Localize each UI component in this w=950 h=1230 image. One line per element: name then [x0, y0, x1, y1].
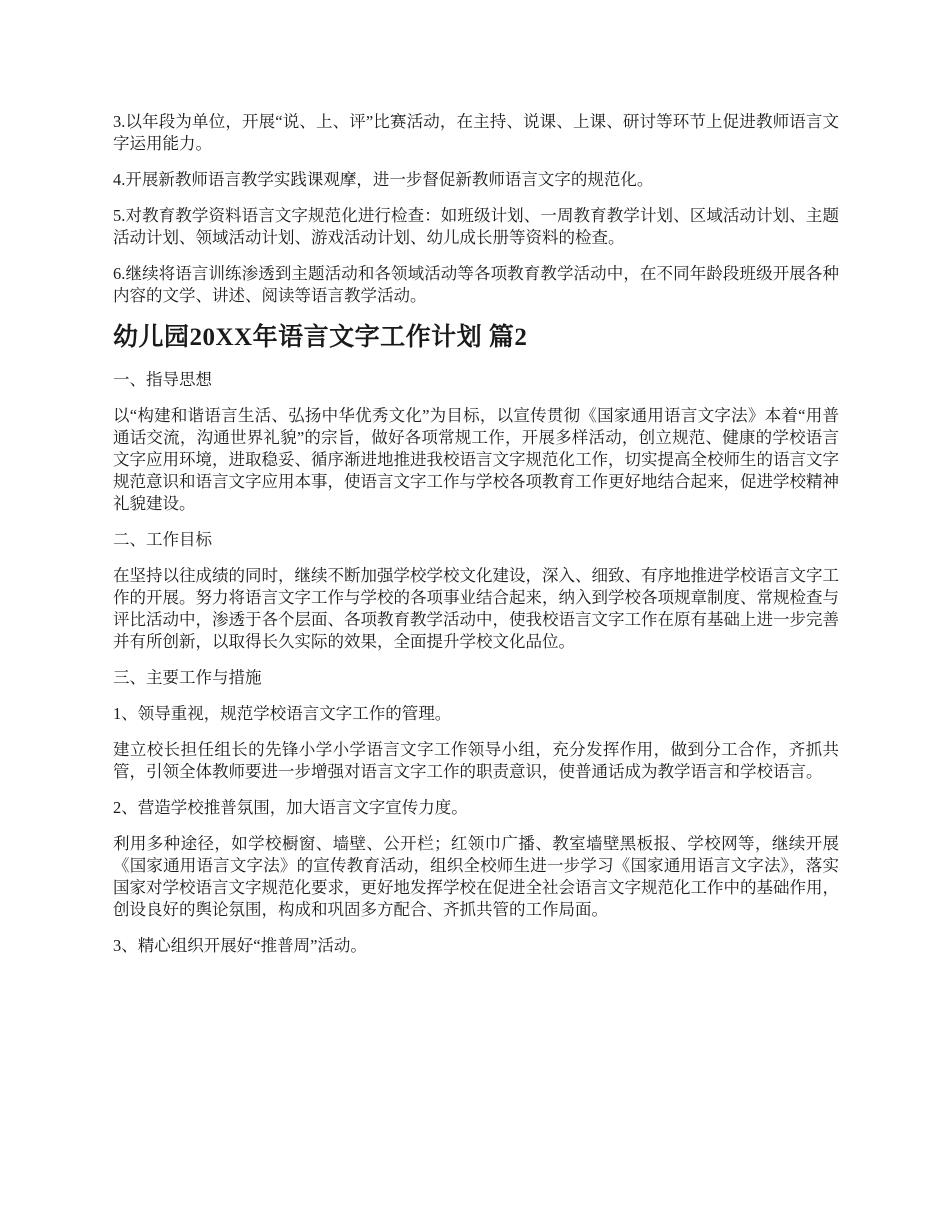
paragraph-guiding-ideology: 以“构建和谐语言生活、弘扬中华优秀文化”为目标，以宣传贯彻《国家通用语言文字法》本着“用普通话交流，沟通世界礼貌”的宗旨，做好各项常规工作，开展多样活动，创立规范、健康的学校语言文字应用环境，进取稳妥、循序渐进地推进我校语言文字规范化工作，切实提高全校师生的语言文字规范意识和语言文字应用本事，使语言文字工作与学校各项教育工作更好地结合起来，促进学校精神礼貌建设。	[113, 406, 839, 513]
subheading-guiding-ideology: 一、指导思想	[113, 370, 212, 389]
subheading-work-goals: 二、工作目标	[113, 530, 212, 549]
measure-1-body: 建立校长担任组长的先锋小学小学语言文字工作领导小组，充分发挥作用，做到分工合作，齐抓共管，引领全体教师要进一步增强对语言文字工作的职责意识，使普通话成为教学语言和学校语言。	[113, 740, 839, 781]
measure-1-title: 1、领导重视，规范学校语言文字工作的管理。	[113, 704, 452, 723]
measure-2-body: 利用多种途径，如学校橱窗、墙壁、公开栏；红领巾广播、教室墙壁黑板报、学校网等，继续开展《国家通用语言文字法》的宣传教育活动，组织全校师生进一步学习《国家通用语言文字法》，落实国家对学校语言文字规范化要求，更好地发挥学校在促进全社会语言文字规范化工作中的基础作用，创设良好的舆论氛围，构成和巩固多方配合、齐抓共管的工作局面。	[113, 834, 839, 919]
paragraph-item-6: 6.继续将语言训练渗透到主题活动和各领域活动等各项教育教学活动中，在不同年龄段班级开展各种内容的文学、讲述、阅读等语言教学活动。	[113, 264, 839, 305]
paragraph-item-4: 4.开展新教师语言教学实践课观摩，进一步督促新教师语言文字的规范化。	[113, 170, 654, 189]
paragraph-work-goals: 在坚持以往成绩的同时，继续不断加强学校学校文化建设，深入、细致、有序地推进学校语言文字工作的开展。努力将语言文字工作与学校的各项事业结合起来，纳入到学校各项规章制度、常规检查与评比活动中，渗透于各个层面、各项教育教学活动中，使我校语言文字工作在原有基础上进一步完善并有所创新，以取得长久实际的效果，全面提升学校文化品位。	[113, 566, 839, 651]
measure-3-title: 3、精心组织开展好“推普周”活动。	[113, 936, 367, 955]
paragraph-item-5: 5.对教育教学资料语言文字规范化进行检查：如班级计划、一周教育教学计划、区域活动计划、主题活动计划、领域活动计划、游戏活动计划、幼儿成长册等资料的检查。	[113, 206, 839, 247]
paragraph-item-3: 3.以年段为单位，开展“说、上、评”比赛活动，在主持、说课、上课、研讨等环节上促进教师语言文字运用能力。	[113, 112, 839, 153]
measure-2-title: 2、营造学校推普氛围，加大语言文字宣传力度。	[113, 798, 468, 817]
subheading-main-measures: 三、主要工作与措施	[113, 668, 262, 687]
section-heading: 幼儿园20XX年语言文字工作计划 篇2	[113, 324, 528, 351]
document-page	[113, 111, 839, 971]
